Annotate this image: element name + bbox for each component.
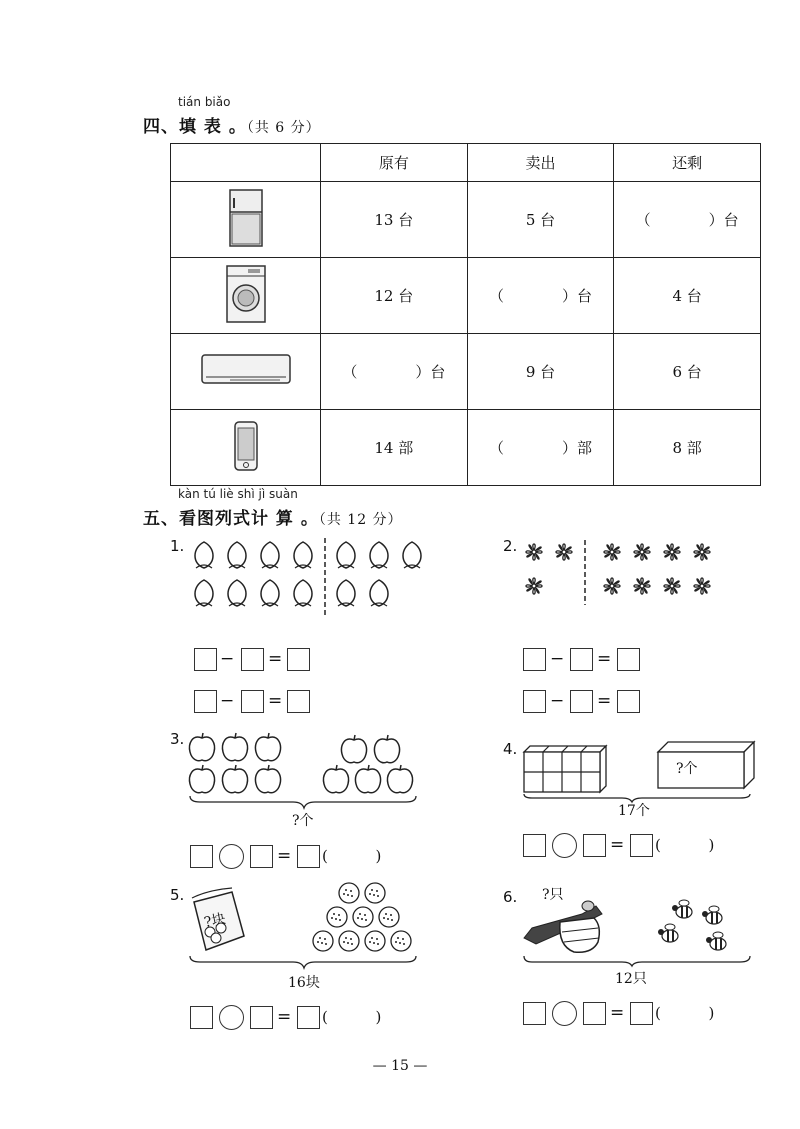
- cell-sold-4[interactable]: [467, 410, 614, 486]
- answer-box[interactable]: [241, 648, 264, 671]
- answer-box[interactable]: [287, 648, 310, 671]
- washing-machine-icon: [171, 258, 321, 334]
- problem-6-label: 12只: [615, 971, 647, 987]
- apple-icon: [188, 730, 420, 810]
- equals-sign: =: [597, 691, 612, 711]
- answer-box[interactable]: [523, 648, 546, 671]
- cell-sold-1: 5 台: [467, 182, 614, 258]
- section4-title: [143, 112, 321, 137]
- answer-box[interactable]: [250, 1006, 273, 1029]
- answer-box[interactable]: [297, 845, 320, 868]
- unit-paren[interactable]: ( ): [655, 836, 715, 854]
- answer-box[interactable]: [630, 834, 653, 857]
- header-left: 还剩: [614, 144, 761, 182]
- cell-left-3: 6 台: [614, 334, 761, 410]
- minus-sign: −: [550, 691, 565, 711]
- answer-box[interactable]: [297, 1006, 320, 1029]
- air-conditioner-icon: [171, 334, 321, 410]
- problem-6-number: 6.: [503, 888, 518, 906]
- section4-score: （共 6 分）: [246, 120, 321, 136]
- mobile-phone-icon: [171, 410, 321, 486]
- answer-box[interactable]: [190, 845, 213, 868]
- operator-circle[interactable]: [219, 844, 244, 869]
- unit-paren[interactable]: ( ): [322, 1008, 382, 1026]
- answer-box[interactable]: [194, 690, 217, 713]
- bee-question-label: ?只: [542, 887, 564, 903]
- answer-box[interactable]: [250, 845, 273, 868]
- section5-title-text: 五、看图列式计 算 。: [143, 509, 319, 529]
- cell-sold-2[interactable]: [467, 258, 614, 334]
- bag-label: ?块: [202, 910, 228, 932]
- section5-score: （共 12 分）: [318, 512, 403, 528]
- equals-sign: =: [268, 691, 283, 711]
- section4-title-text: 四、填 表 。: [143, 117, 247, 137]
- cell-sold-2-unit: ）台: [561, 287, 592, 305]
- answer-box[interactable]: [523, 834, 546, 857]
- equals-sign: =: [277, 1007, 292, 1027]
- minus-sign: −: [220, 691, 235, 711]
- answer-box[interactable]: [630, 1002, 653, 1025]
- answer-box[interactable]: [570, 648, 593, 671]
- cell-left-2: 4 台: [614, 258, 761, 334]
- cell-left-1-unit: ）台: [708, 211, 739, 229]
- problem-4-label: 17个: [618, 803, 650, 819]
- problem-5-label: 16块: [288, 975, 320, 991]
- answer-box[interactable]: [190, 1006, 213, 1029]
- answer-box[interactable]: [617, 648, 640, 671]
- fill-table: [170, 143, 761, 486]
- operator-circle[interactable]: [552, 833, 577, 858]
- cell-original-3[interactable]: [321, 334, 468, 410]
- cube-blocks-icon: [522, 740, 758, 800]
- answer-box[interactable]: [570, 690, 593, 713]
- problem-3-number: 3.: [170, 730, 185, 748]
- problem-2-number: 2.: [503, 537, 518, 555]
- problem-5-number: 5.: [170, 886, 185, 904]
- minus-sign: −: [220, 649, 235, 669]
- unit-paren[interactable]: ( ): [655, 1004, 715, 1022]
- answer-box[interactable]: [583, 834, 606, 857]
- equals-sign: =: [610, 1003, 625, 1023]
- cell-sold-4-unit: ）部: [561, 439, 592, 457]
- flower-icon: [522, 540, 722, 605]
- operator-circle[interactable]: [219, 1005, 244, 1030]
- cell-original-4: 14 部: [321, 410, 468, 486]
- section5-pinyin: kàn tú liè shì jì suàn: [178, 487, 298, 501]
- answer-box[interactable]: [241, 690, 264, 713]
- cell-sold-3: 9 台: [467, 334, 614, 410]
- refrigerator-icon: [171, 182, 321, 258]
- paren-open: （: [488, 439, 504, 457]
- paren-open: （: [342, 363, 358, 381]
- problem-1-number: 1.: [170, 537, 185, 555]
- page-number: — 15 —: [372, 1058, 428, 1074]
- equals-sign: =: [277, 846, 292, 866]
- answer-box[interactable]: [617, 690, 640, 713]
- answer-box[interactable]: [583, 1002, 606, 1025]
- equals-sign: =: [268, 649, 283, 669]
- operator-circle[interactable]: [552, 1001, 577, 1026]
- cell-original-1: 13 台: [321, 182, 468, 258]
- cell-left-4: 8 部: [614, 410, 761, 486]
- peach-icon: [190, 538, 430, 613]
- problem-3-label: ?个: [292, 813, 314, 829]
- block-box-label: ?个: [676, 761, 698, 777]
- paren-open: （: [635, 211, 651, 229]
- answer-box[interactable]: [523, 690, 546, 713]
- cell-original-3-unit: ）台: [415, 363, 446, 381]
- equals-sign: =: [597, 649, 612, 669]
- section5-title: [143, 504, 403, 529]
- section4-pinyin: tián biǎo: [178, 95, 231, 109]
- bee-icon: [522, 898, 758, 968]
- equals-sign: =: [610, 835, 625, 855]
- cell-original-2: 12 台: [321, 258, 468, 334]
- header-original: 原有: [321, 144, 468, 182]
- paren-open: （: [488, 287, 504, 305]
- answer-box[interactable]: [523, 1002, 546, 1025]
- header-sold: 卖出: [467, 144, 614, 182]
- answer-box[interactable]: [194, 648, 217, 671]
- cell-left-1[interactable]: [614, 182, 761, 258]
- table-corner: [171, 144, 321, 182]
- answer-box[interactable]: [287, 690, 310, 713]
- minus-sign: −: [550, 649, 565, 669]
- problem-4-number: 4.: [503, 740, 518, 758]
- unit-paren[interactable]: ( ): [322, 847, 382, 865]
